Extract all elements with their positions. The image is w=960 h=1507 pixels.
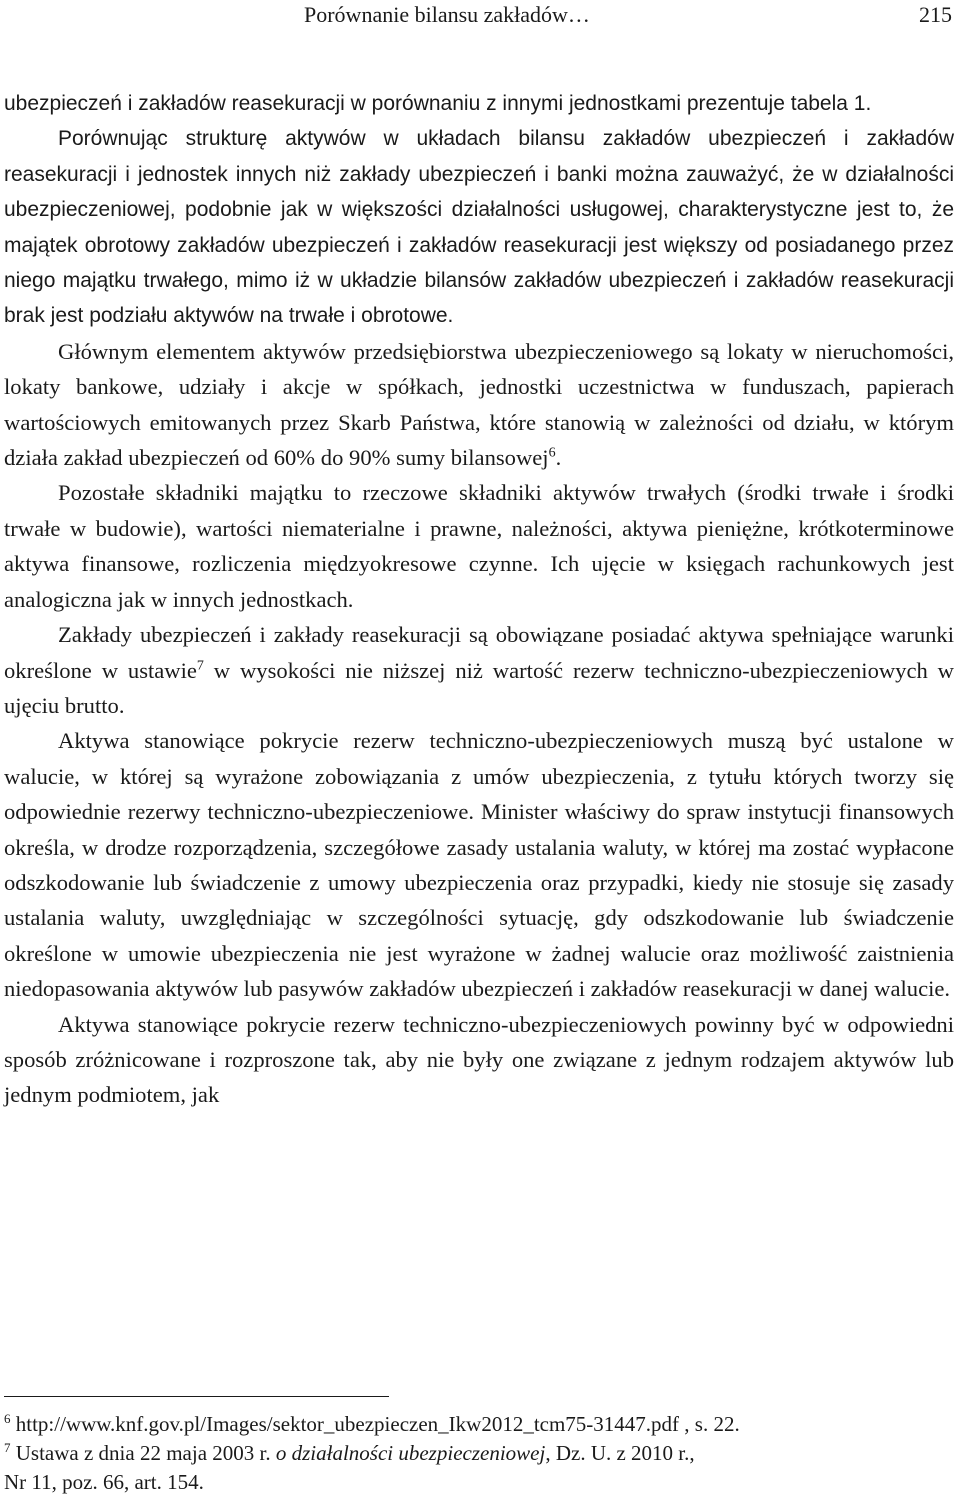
paragraph-1: [4, 86, 954, 121]
paragraph-4: [4, 475, 954, 617]
paragraph-3: [4, 334, 954, 476]
footnote-ref-7: 7: [196, 657, 204, 673]
paragraph-2-text: Porównując strukturę aktywów w układach bilansu zakładów ubezpieczeń i zakładów reasekuracji i jednostek innych niż zakłady ubezpieczeń i banki można zauważyć, że w działalności ubezpieczeniowej, podobnie jak w większości działalności usługowej, charakterystyczne jest to, że majątek obrotowy zakładów ubezpieczeń i zakładów reasekuracji jest większy od posiadanego przez niego majątku trwałego, mimo iż w układzie bilansów zakładów ubezpieczeń i zakładów reasekuracji brak jest podziału aktywów na trwałe i obrotowe.: [4, 127, 954, 328]
footnote-separator: [4, 1396, 389, 1397]
footnote-6: [4, 1410, 954, 1439]
paragraph-5: [4, 617, 954, 723]
body-text: [4, 86, 954, 1113]
paragraph-2: [4, 121, 954, 333]
paragraph-7-text: Aktywa stanowiące pokrycie rezerw techniczno-ubezpieczeniowych powinny być w odpowiedni sposób zróżnicowane i rozproszone tak, aby nie były one związane z jednym rodzajem aktywów lub jednym podmiotem, jak: [4, 1011, 954, 1108]
footnote-7-text-after: , Dz. U. z 2010 r.,: [545, 1441, 695, 1465]
footnote-6-number: 6: [4, 1411, 11, 1426]
paragraph-4-text: Pozostałe składniki majątku to rzeczowe składniki aktywów trwałych (środki trwałe i środki trwałe w budowie), wartości niematerialne i prawne, należności, aktywa pieniężne, krótkoterminowe aktywa finansowe, rozliczenia międzyokresowe czynne. Ich ujęcie w księgach rachunkowych jest analogiczna jak w innych jednostkach.: [4, 480, 954, 612]
footnotes: [4, 1410, 954, 1497]
paragraph-5-after: w wysokości nie niższej niż wartość rezerw techniczno-ubezpieczeniowych w ujęciu brutto.: [4, 657, 954, 718]
page-number: 215: [919, 2, 952, 27]
footnote-7-continuation-text: Nr 11, poz. 66, art. 154.: [4, 1470, 204, 1494]
header-title: Porównanie bilansu zakładów…: [304, 2, 590, 27]
footnote-7: [4, 1439, 954, 1468]
paragraph-3-text: Głównym elementem aktywów przedsiębiorstwa ubezpieczeniowego są lokaty w nieruchomości, lokaty bankowe, udziały i akcje w spółkach, jednostki uczestnictwa w funduszach, papierach wartościowych emitowanych przez Skarb Państwa, które stanowią w zależności od działu, w którym działa zakład ubezpieczeń od 60% do 90% sumy bilansowej: [4, 338, 954, 471]
footnote-ref-6: 6: [548, 445, 556, 461]
running-header: [4, 0, 956, 34]
footnote-7-number: 7: [4, 1440, 11, 1455]
footnote-6-link[interactable]: http://www.knf.gov.pl/Images/sektor_ubezpieczen_Ikw2012_tcm75-31447.pdf , s. 22.: [15, 1412, 740, 1436]
footnote-7-text: Ustawa z dnia 22 maja 2003 r.: [15, 1441, 276, 1465]
paragraph-3-after: .: [555, 445, 562, 471]
paragraph-1-text: ubezpieczeń i zakładów reasekuracji w porównaniu z innymi jednostkami prezentuje tabela 1.: [4, 92, 872, 115]
document-page: [4, 0, 956, 1494]
paragraph-6-text: Aktywa stanowiące pokrycie rezerw techniczno-ubezpieczeniowych muszą być ustalone w walucie, w której są wyrażone zobowiązania z umów ubezpieczenia, z tytułu których tworzy się odpowiednie rezerwy techniczno-ubezpieczeniowe. Minister właściwy do spraw instytucji finansowych określa, w drodze rozporządzenia, szczegółowe zasady ustalania waluty, w której ma zostać wypłacone odszkodowanie lub świadczenie z umowy ubezpieczenia oraz przypadki, kiedy nie stosuje się zasady ustalania waluty, uwzględniając w szczególności sytuację, gdy odszkodowanie lub świadczenie określone w umowie ubezpieczenia nie jest wyrażone w żadnej walucie oraz możliwość zaistnienia niedopasowania aktywów lub pasywów zakładów ubezpieczeń i zakładów reasekuracji w danej walucie.: [4, 728, 954, 1002]
paragraph-7: [4, 1007, 954, 1113]
footnote-7-continuation: [4, 1468, 954, 1497]
paragraph-6: [4, 723, 954, 1006]
footnote-7-italic-title: o działalności ubezpieczeniowej: [275, 1441, 546, 1465]
paragraph-5-text: Zakłady ubezpieczeń i zakłady reasekuracji są obowiązane posiadać aktywa spełniające warunki określone w ustawie: [4, 622, 954, 683]
